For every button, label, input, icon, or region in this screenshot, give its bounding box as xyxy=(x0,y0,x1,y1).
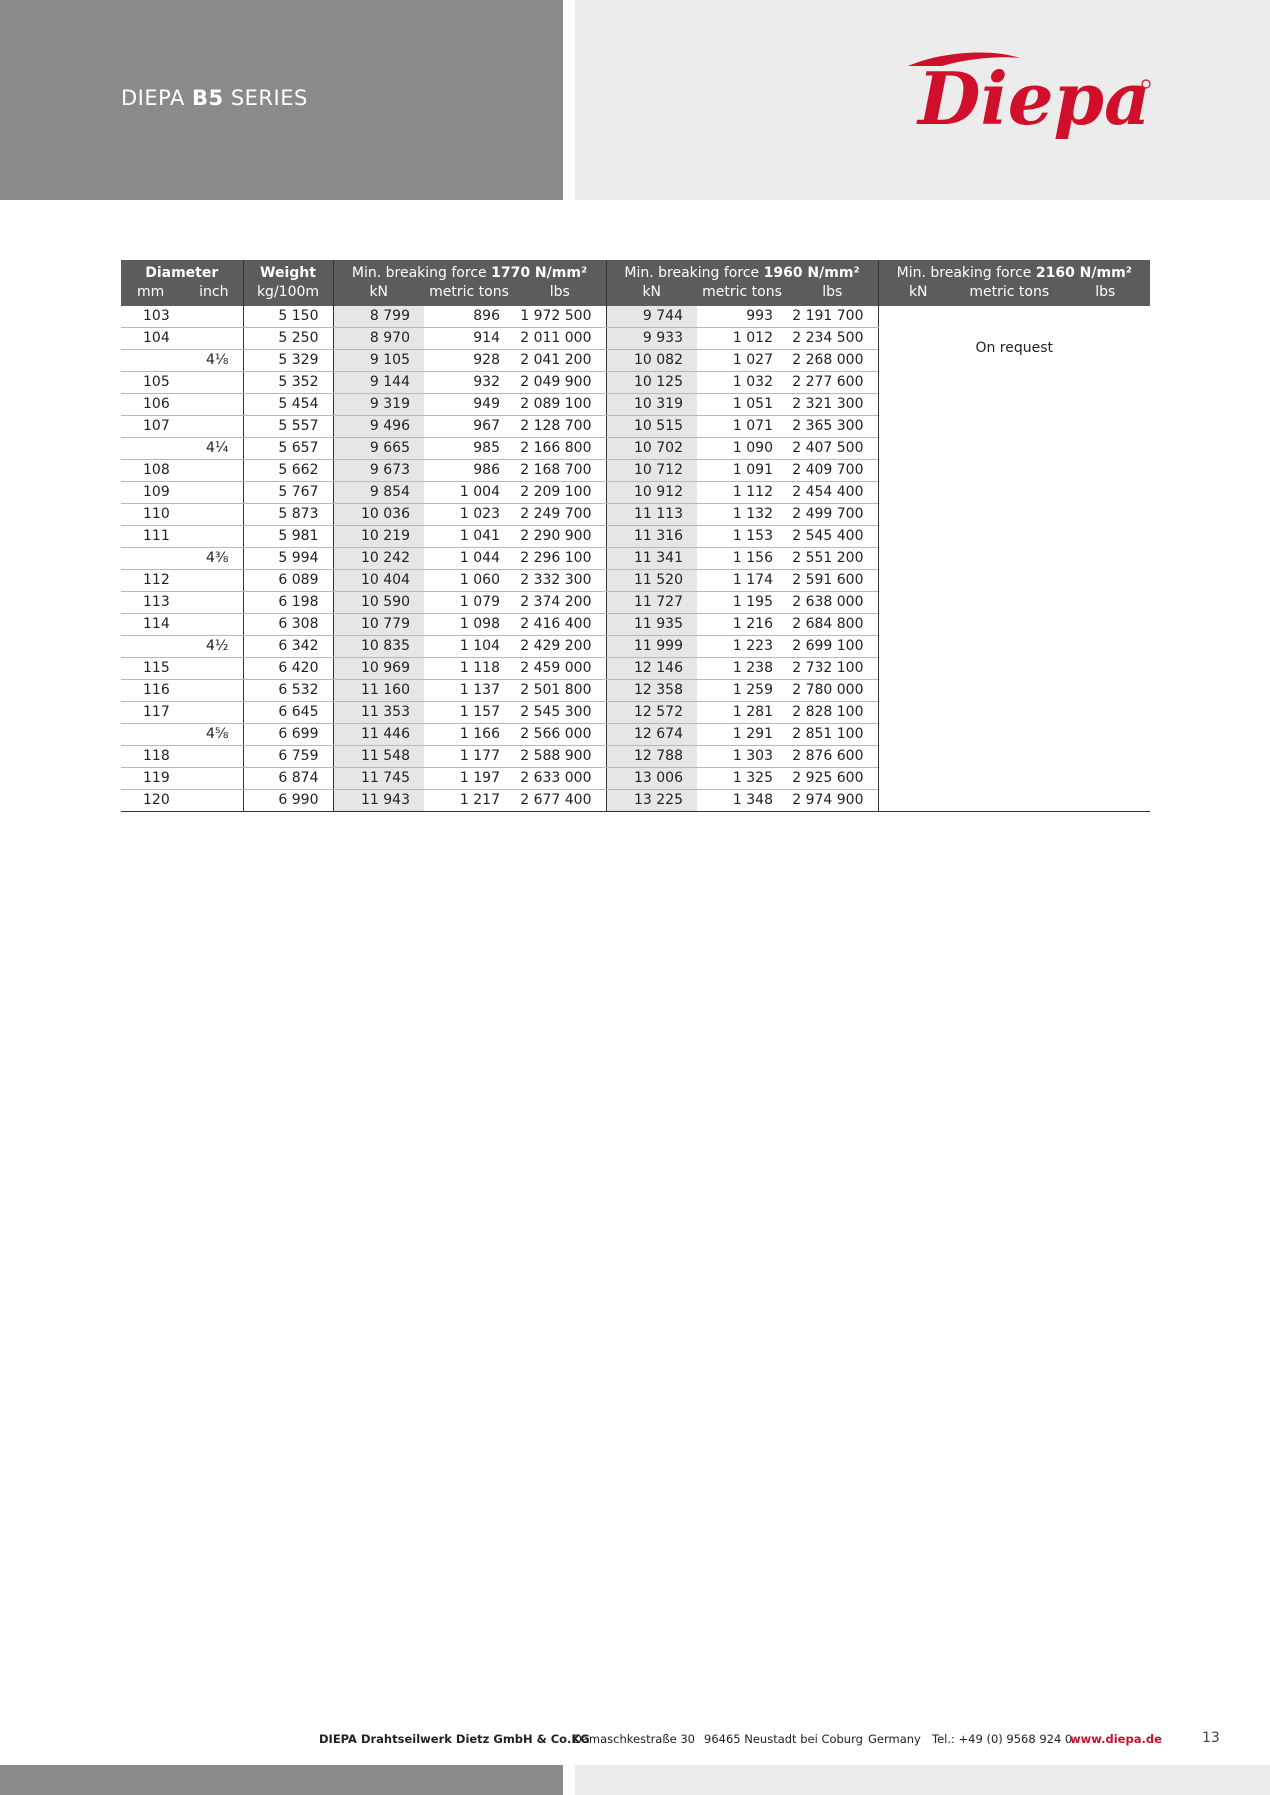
cell-lbs-1960: 2 876 600 xyxy=(787,746,878,768)
cell-tons-1770: 1 004 xyxy=(424,482,514,504)
cell-kn-1960: 12 572 xyxy=(606,702,697,724)
cell-lbs-1770: 2 374 200 xyxy=(514,592,606,614)
cell-mm: 106 xyxy=(121,394,193,416)
cell-kn-1770: 10 219 xyxy=(333,526,424,548)
cell-lbs-1960: 2 268 000 xyxy=(787,350,878,372)
cell-lbs-1960: 2 638 000 xyxy=(787,592,878,614)
cell-mm: 110 xyxy=(121,504,193,526)
cell-tons-1960: 1 153 xyxy=(697,526,787,548)
cell-inch: 4⅛ xyxy=(193,350,243,372)
cell-weight: 6 420 xyxy=(243,658,333,680)
cell-kn-1770: 9 854 xyxy=(333,482,424,504)
cell-lbs-1960: 2 828 100 xyxy=(787,702,878,724)
cell-mm xyxy=(121,350,193,372)
cell-weight: 6 645 xyxy=(243,702,333,724)
cell-lbs-1770: 2 429 200 xyxy=(514,636,606,658)
cell-tons-1770: 932 xyxy=(424,372,514,394)
cell-lbs-1960: 2 409 700 xyxy=(787,460,878,482)
cell-inch xyxy=(193,372,243,394)
cell-inch: 4⅝ xyxy=(193,724,243,746)
cell-weight: 5 557 xyxy=(243,416,333,438)
cell-tons-1960: 1 012 xyxy=(697,328,787,350)
cell-weight: 5 981 xyxy=(243,526,333,548)
cell-mm xyxy=(121,548,193,570)
cell-tons-1770: 1 041 xyxy=(424,526,514,548)
cell-tons-1770: 928 xyxy=(424,350,514,372)
cell-lbs-1770: 2 296 100 xyxy=(514,548,606,570)
cell-lbs-1960: 2 699 100 xyxy=(787,636,878,658)
footer-band-left xyxy=(0,1765,563,1795)
cell-kn-1770: 8 799 xyxy=(333,306,424,328)
cell-tons-1770: 1 177 xyxy=(424,746,514,768)
cell-kn-1960: 13 006 xyxy=(606,768,697,790)
cell-tons-1770: 1 060 xyxy=(424,570,514,592)
cell-kn-1770: 9 105 xyxy=(333,350,424,372)
cell-tons-1770: 896 xyxy=(424,306,514,328)
cell-kn-1770: 10 036 xyxy=(333,504,424,526)
cell-weight: 6 990 xyxy=(243,790,333,812)
cell-inch xyxy=(193,680,243,702)
cell-lbs-1960: 2 545 400 xyxy=(787,526,878,548)
footer-website-link[interactable]: www.diepa.de xyxy=(1070,1732,1162,1746)
cell-tons-1770: 1 217 xyxy=(424,790,514,812)
cell-tons-1770: 1 098 xyxy=(424,614,514,636)
cell-kn-1770: 11 160 xyxy=(333,680,424,702)
cell-kn-1960: 12 358 xyxy=(606,680,697,702)
mbf-2160-header: Min. breaking force 2160 N/mm² xyxy=(878,260,1150,282)
cell-kn-1770: 11 353 xyxy=(333,702,424,724)
col-weight-header: Weight xyxy=(243,260,333,282)
cell-kn-1960: 11 113 xyxy=(606,504,697,526)
cell-kn-1770: 10 404 xyxy=(333,570,424,592)
cell-inch xyxy=(193,328,243,350)
cell-inch: 4½ xyxy=(193,636,243,658)
cell-mm: 114 xyxy=(121,614,193,636)
cell-kn-1770: 10 835 xyxy=(333,636,424,658)
cell-kn-1960: 12 788 xyxy=(606,746,697,768)
cell-lbs-1960: 2 974 900 xyxy=(787,790,878,812)
cell-kn-1960: 12 146 xyxy=(606,658,697,680)
cell-tons-1770: 1 079 xyxy=(424,592,514,614)
cell-kn-1770: 9 319 xyxy=(333,394,424,416)
cell-kn-1960: 11 727 xyxy=(606,592,697,614)
cell-kn-1770: 10 779 xyxy=(333,614,424,636)
on-request-cell xyxy=(878,306,1150,812)
page-number: 13 xyxy=(1202,1730,1220,1746)
cell-weight: 6 874 xyxy=(243,768,333,790)
cell-mm: 115 xyxy=(121,658,193,680)
cell-inch xyxy=(193,592,243,614)
footer-company: DIEPA Drahtseilwerk Dietz GmbH & Co.KG xyxy=(319,1732,590,1746)
cell-tons-1960: 1 090 xyxy=(697,438,787,460)
cell-tons-1960: 1 195 xyxy=(697,592,787,614)
cell-tons-1770: 914 xyxy=(424,328,514,350)
cell-weight: 6 308 xyxy=(243,614,333,636)
cell-lbs-1960: 2 925 600 xyxy=(787,768,878,790)
cell-tons-1960: 1 071 xyxy=(697,416,787,438)
cell-weight: 6 342 xyxy=(243,636,333,658)
cell-tons-1960: 1 091 xyxy=(697,460,787,482)
cell-tons-1770: 986 xyxy=(424,460,514,482)
cell-inch xyxy=(193,394,243,416)
cell-inch xyxy=(193,482,243,504)
cell-tons-1960: 1 238 xyxy=(697,658,787,680)
spec-table-body xyxy=(121,306,1150,812)
cell-kn-1770: 8 970 xyxy=(333,328,424,350)
cell-lbs-1770: 2 332 300 xyxy=(514,570,606,592)
cell-inch xyxy=(193,746,243,768)
cell-mm: 107 xyxy=(121,416,193,438)
cell-tons-1960: 1 174 xyxy=(697,570,787,592)
cell-mm: 104 xyxy=(121,328,193,350)
svg-text:Diepa: Diepa xyxy=(918,56,1151,141)
cell-weight: 5 657 xyxy=(243,438,333,460)
cell-tons-1960: 1 281 xyxy=(697,702,787,724)
cell-kn-1960: 11 935 xyxy=(606,614,697,636)
cell-inch xyxy=(193,526,243,548)
cell-inch: 4¼ xyxy=(193,438,243,460)
cell-tons-1770: 967 xyxy=(424,416,514,438)
unit-kn-1960: kN xyxy=(606,282,697,306)
cell-mm: 103 xyxy=(121,306,193,328)
cell-lbs-1770: 2 416 400 xyxy=(514,614,606,636)
cell-kn-1770: 11 745 xyxy=(333,768,424,790)
cell-inch xyxy=(193,460,243,482)
cell-weight: 5 873 xyxy=(243,504,333,526)
wire-rope-spec-table xyxy=(121,260,1150,812)
cell-kn-1770: 10 969 xyxy=(333,658,424,680)
cell-tons-1960: 1 051 xyxy=(697,394,787,416)
cell-lbs-1960: 2 277 600 xyxy=(787,372,878,394)
cell-weight: 5 150 xyxy=(243,306,333,328)
cell-tons-1770: 1 023 xyxy=(424,504,514,526)
cell-lbs-1770: 2 459 000 xyxy=(514,658,606,680)
cell-lbs-1960: 2 191 700 xyxy=(787,306,878,328)
cell-kn-1770: 9 665 xyxy=(333,438,424,460)
cell-lbs-1960: 2 454 400 xyxy=(787,482,878,504)
cell-kn-1960: 9 744 xyxy=(606,306,697,328)
cell-kn-1960: 13 225 xyxy=(606,790,697,812)
cell-inch xyxy=(193,768,243,790)
cell-weight: 6 759 xyxy=(243,746,333,768)
cell-kn-1960: 10 125 xyxy=(606,372,697,394)
cell-tons-1960: 1 223 xyxy=(697,636,787,658)
unit-lbs-1770: lbs xyxy=(514,282,606,306)
cell-tons-1770: 1 104 xyxy=(424,636,514,658)
cell-inch xyxy=(193,416,243,438)
cell-lbs-1770: 2 049 900 xyxy=(514,372,606,394)
cell-inch: 4⅜ xyxy=(193,548,243,570)
cell-kn-1960: 10 082 xyxy=(606,350,697,372)
cell-lbs-1770: 2 249 700 xyxy=(514,504,606,526)
cell-kn-1960: 11 341 xyxy=(606,548,697,570)
cell-lbs-1770: 2 677 400 xyxy=(514,790,606,812)
cell-tons-1960: 1 291 xyxy=(697,724,787,746)
cell-mm: 108 xyxy=(121,460,193,482)
cell-lbs-1960: 2 499 700 xyxy=(787,504,878,526)
cell-kn-1960: 11 316 xyxy=(606,526,697,548)
cell-weight: 5 662 xyxy=(243,460,333,482)
cell-mm: 116 xyxy=(121,680,193,702)
cell-lbs-1960: 2 851 100 xyxy=(787,724,878,746)
cell-mm xyxy=(121,724,193,746)
unit-tons-1770: metric tons xyxy=(424,282,514,306)
cell-lbs-1770: 2 128 700 xyxy=(514,416,606,438)
cell-inch xyxy=(193,614,243,636)
cell-tons-1770: 1 044 xyxy=(424,548,514,570)
unit-kn-1770: kN xyxy=(333,282,424,306)
cell-mm: 111 xyxy=(121,526,193,548)
cell-kn-1960: 12 674 xyxy=(606,724,697,746)
mbf-1960-header: Min. breaking force 1960 N/mm² xyxy=(606,260,878,282)
cell-kn-1770: 9 673 xyxy=(333,460,424,482)
footer-band-right xyxy=(575,1765,1270,1795)
cell-kn-1770: 9 144 xyxy=(333,372,424,394)
cell-tons-1960: 993 xyxy=(697,306,787,328)
cell-lbs-1960: 2 551 200 xyxy=(787,548,878,570)
cell-weight: 5 994 xyxy=(243,548,333,570)
cell-kn-1960: 9 933 xyxy=(606,328,697,350)
cell-lbs-1770: 2 209 100 xyxy=(514,482,606,504)
cell-inch xyxy=(193,702,243,724)
cell-inch xyxy=(193,570,243,592)
cell-lbs-1770: 2 566 000 xyxy=(514,724,606,746)
footer-city: 96465 Neustadt bei Coburg xyxy=(704,1732,863,1746)
cell-kn-1960: 10 515 xyxy=(606,416,697,438)
cell-kn-1960: 10 702 xyxy=(606,438,697,460)
footer-street: Damaschkestraße 30 xyxy=(573,1732,695,1746)
footer-country: Germany xyxy=(868,1732,921,1746)
unit-lbs-1960: lbs xyxy=(787,282,878,306)
cell-lbs-1770: 1 972 500 xyxy=(514,306,606,328)
cell-lbs-1770: 2 501 800 xyxy=(514,680,606,702)
cell-mm: 112 xyxy=(121,570,193,592)
cell-tons-1960: 1 259 xyxy=(697,680,787,702)
cell-weight: 5 250 xyxy=(243,328,333,350)
cell-inch xyxy=(193,306,243,328)
cell-tons-1960: 1 325 xyxy=(697,768,787,790)
units-2160: kN metric tons lbs xyxy=(878,282,1150,306)
cell-tons-1960: 1 112 xyxy=(697,482,787,504)
series-title: DIEPA B5 SERIES xyxy=(121,86,308,110)
cell-weight: 5 454 xyxy=(243,394,333,416)
cell-lbs-1960: 2 407 500 xyxy=(787,438,878,460)
cell-inch xyxy=(193,658,243,680)
cell-tons-1770: 1 166 xyxy=(424,724,514,746)
cell-kn-1770: 10 242 xyxy=(333,548,424,570)
cell-weight: 6 532 xyxy=(243,680,333,702)
cell-lbs-1770: 2 089 100 xyxy=(514,394,606,416)
cell-lbs-1960: 2 732 100 xyxy=(787,658,878,680)
cell-tons-1960: 1 348 xyxy=(697,790,787,812)
cell-tons-1960: 1 027 xyxy=(697,350,787,372)
cell-mm: 117 xyxy=(121,702,193,724)
cell-tons-1770: 1 197 xyxy=(424,768,514,790)
cell-tons-1960: 1 156 xyxy=(697,548,787,570)
unit-inch: inch xyxy=(193,282,243,306)
cell-kn-1960: 10 319 xyxy=(606,394,697,416)
cell-lbs-1960: 2 234 500 xyxy=(787,328,878,350)
table-row xyxy=(121,306,1150,328)
cell-lbs-1770: 2 588 900 xyxy=(514,746,606,768)
cell-mm: 109 xyxy=(121,482,193,504)
cell-lbs-1770: 2 545 300 xyxy=(514,702,606,724)
cell-weight: 5 352 xyxy=(243,372,333,394)
cell-tons-1770: 1 118 xyxy=(424,658,514,680)
cell-inch xyxy=(193,790,243,812)
cell-kn-1770: 11 548 xyxy=(333,746,424,768)
cell-tons-1960: 1 216 xyxy=(697,614,787,636)
cell-lbs-1770: 2 041 200 xyxy=(514,350,606,372)
col-diameter-header: Diameter xyxy=(121,260,243,282)
cell-tons-1960: 1 032 xyxy=(697,372,787,394)
cell-lbs-1770: 2 290 900 xyxy=(514,526,606,548)
cell-kn-1960: 10 912 xyxy=(606,482,697,504)
cell-kn-1960: 11 999 xyxy=(606,636,697,658)
on-request-label: On request xyxy=(975,340,1054,356)
cell-lbs-1960: 2 780 000 xyxy=(787,680,878,702)
cell-mm: 105 xyxy=(121,372,193,394)
cell-lbs-1770: 2 168 700 xyxy=(514,460,606,482)
page-footer xyxy=(0,1732,1270,1752)
cell-mm: 113 xyxy=(121,592,193,614)
cell-lbs-1770: 2 011 000 xyxy=(514,328,606,350)
cell-kn-1770: 11 943 xyxy=(333,790,424,812)
cell-weight: 6 699 xyxy=(243,724,333,746)
cell-lbs-1960: 2 591 600 xyxy=(787,570,878,592)
unit-weight: kg/100m xyxy=(243,282,333,306)
cell-mm: 118 xyxy=(121,746,193,768)
cell-tons-1770: 1 157 xyxy=(424,702,514,724)
cell-kn-1770: 10 590 xyxy=(333,592,424,614)
cell-tons-1960: 1 303 xyxy=(697,746,787,768)
cell-lbs-1960: 2 365 300 xyxy=(787,416,878,438)
cell-tons-1770: 985 xyxy=(424,438,514,460)
cell-kn-1960: 11 520 xyxy=(606,570,697,592)
cell-mm xyxy=(121,636,193,658)
cell-tons-1770: 949 xyxy=(424,394,514,416)
cell-kn-1960: 10 712 xyxy=(606,460,697,482)
cell-tons-1960: 1 132 xyxy=(697,504,787,526)
cell-tons-1770: 1 137 xyxy=(424,680,514,702)
mbf-1770-header: Min. breaking force 1770 N/mm² xyxy=(333,260,606,282)
cell-lbs-1770: 2 633 000 xyxy=(514,768,606,790)
cell-kn-1770: 9 496 xyxy=(333,416,424,438)
cell-lbs-1770: 2 166 800 xyxy=(514,438,606,460)
cell-weight: 5 767 xyxy=(243,482,333,504)
cell-lbs-1960: 2 684 800 xyxy=(787,614,878,636)
cell-mm: 120 xyxy=(121,790,193,812)
unit-mm: mm xyxy=(121,282,193,306)
diepa-logo xyxy=(900,44,1160,154)
cell-kn-1770: 11 446 xyxy=(333,724,424,746)
cell-mm: 119 xyxy=(121,768,193,790)
cell-lbs-1960: 2 321 300 xyxy=(787,394,878,416)
cell-weight: 5 329 xyxy=(243,350,333,372)
cell-weight: 6 089 xyxy=(243,570,333,592)
footer-phone: Tel.: +49 (0) 9568 924 0 xyxy=(932,1732,1073,1746)
cell-mm xyxy=(121,438,193,460)
cell-weight: 6 198 xyxy=(243,592,333,614)
unit-tons-1960: metric tons xyxy=(697,282,787,306)
cell-inch xyxy=(193,504,243,526)
